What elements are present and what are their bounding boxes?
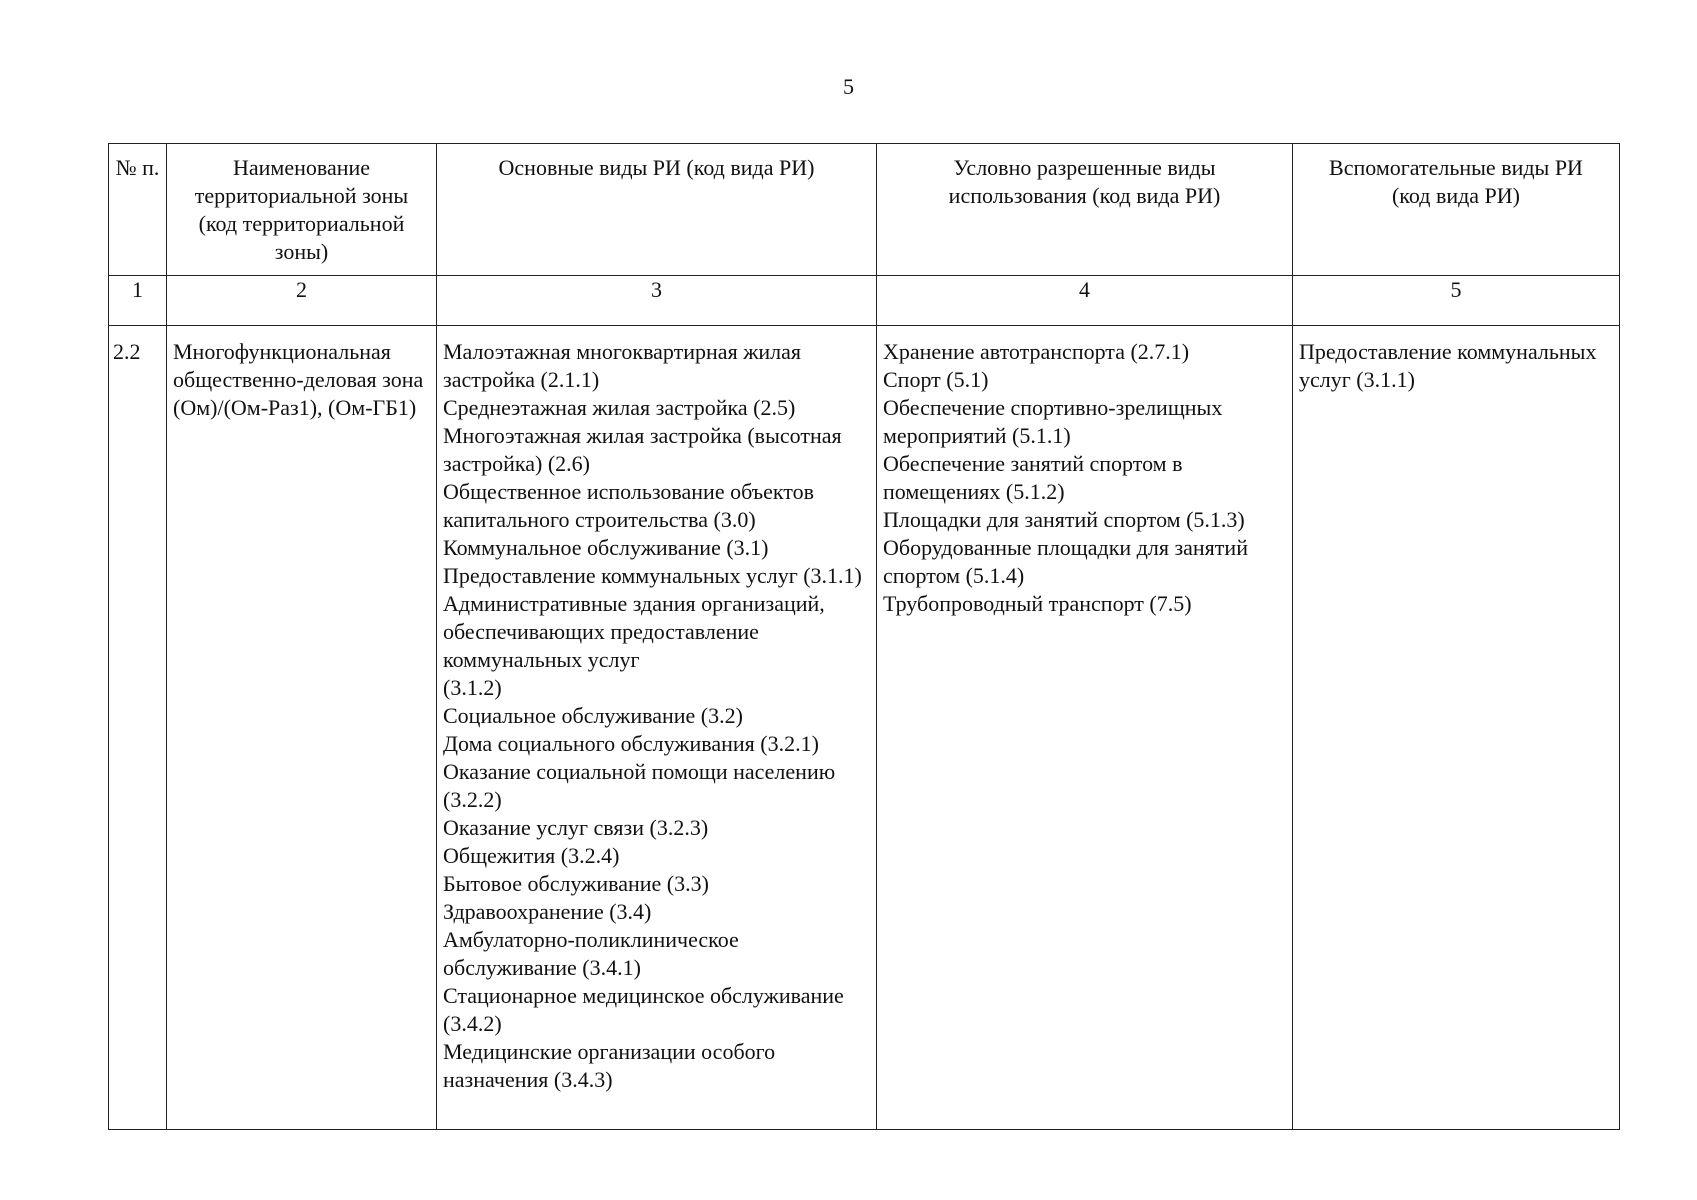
header-conditional-uses: Условно разрешенные виды использования (код вида РИ) [877, 144, 1293, 276]
auxiliary-uses-cell [1293, 326, 1620, 1130]
list-item: Общежития (3.2.4) [443, 843, 620, 868]
list-item: Оборудованные площадки для занятий спортом (5.1.4) [883, 535, 1248, 588]
list-item: Амбулаторно-поликлиническое обслуживание (3.4.1) [443, 927, 739, 980]
main-uses-cell [437, 326, 877, 1130]
column-number-2: 2 [167, 276, 437, 326]
column-number-3: 3 [437, 276, 877, 326]
list-item: Малоэтажная многоквартирная жилая застройка (2.1.1) [443, 339, 802, 392]
conditional-uses-cell [877, 326, 1293, 1130]
list-item: Площадки для занятий спортом (5.1.3) [883, 507, 1245, 532]
list-item: Предоставление коммунальных услуг (3.1.1) [443, 563, 862, 588]
list-item: (3.1.2) [443, 675, 502, 700]
list-item: Обеспечение занятий спортом в помещениях (5.1.2) [883, 451, 1183, 504]
header-main-uses: Основные виды РИ (код вида РИ) [437, 144, 877, 276]
header-number: № п. [109, 144, 167, 276]
column-number-1: 1 [109, 276, 167, 326]
list-item: Коммунальное обслуживание (3.1) [443, 535, 769, 560]
list-item: Многоэтажная жилая застройка (высотная застройка) (2.6) [443, 423, 842, 476]
land-use-table [108, 143, 1620, 1130]
table-header-row [109, 144, 1620, 276]
column-number-4: 4 [877, 276, 1293, 326]
column-number-row [109, 276, 1620, 326]
list-item: Административные здания организаций, обеспечивающих предоставление коммунальных услуг [443, 591, 825, 672]
list-item: Предоставление коммунальных услуг (3.1.1) [1299, 339, 1597, 392]
list-item: Оказание социальной помощи населению (3.2.2) [443, 759, 836, 812]
list-item: Бытовое обслуживание (3.3) [443, 871, 709, 896]
zone-name-cell: Многофункциональная общественно-деловая зона (Ом)/(Ом-Раз1), (Ом-ГБ1) [167, 326, 437, 1130]
list-item: Здравоохранение (3.4) [443, 899, 652, 924]
list-item: Социальное обслуживание (3.2) [443, 703, 743, 728]
column-number-5: 5 [1293, 276, 1620, 326]
list-item: Хранение автотранспорта (2.7.1) [883, 339, 1190, 364]
row-number: 2.2 [109, 326, 167, 1130]
list-item: Спорт (5.1) [883, 367, 989, 392]
table-row [109, 326, 1620, 1130]
header-auxiliary-uses: Вспомогательные виды РИ (код вида РИ) [1293, 144, 1620, 276]
list-item: Трубопроводный транспорт (7.5) [883, 591, 1192, 616]
list-item: Дома социального обслуживания (3.2.1) [443, 731, 819, 756]
list-item: Среднеэтажная жилая застройка (2.5) [443, 395, 796, 420]
page-number: 5 [843, 74, 854, 99]
list-item: Обеспечение спортивно-зрелищных мероприятий (5.1.1) [883, 395, 1223, 448]
header-zone-name: Наименование территориальной зоны (код территориальной зоны) [167, 144, 437, 276]
list-item: Медицинские организации особого назначения (3.4.3) [443, 1039, 776, 1092]
list-item: Оказание услуг связи (3.2.3) [443, 815, 709, 840]
list-item: Стационарное медицинское обслуживание (3.4.2) [443, 983, 844, 1036]
list-item: Общественное использование объектов капитального строительства (3.0) [443, 479, 814, 532]
